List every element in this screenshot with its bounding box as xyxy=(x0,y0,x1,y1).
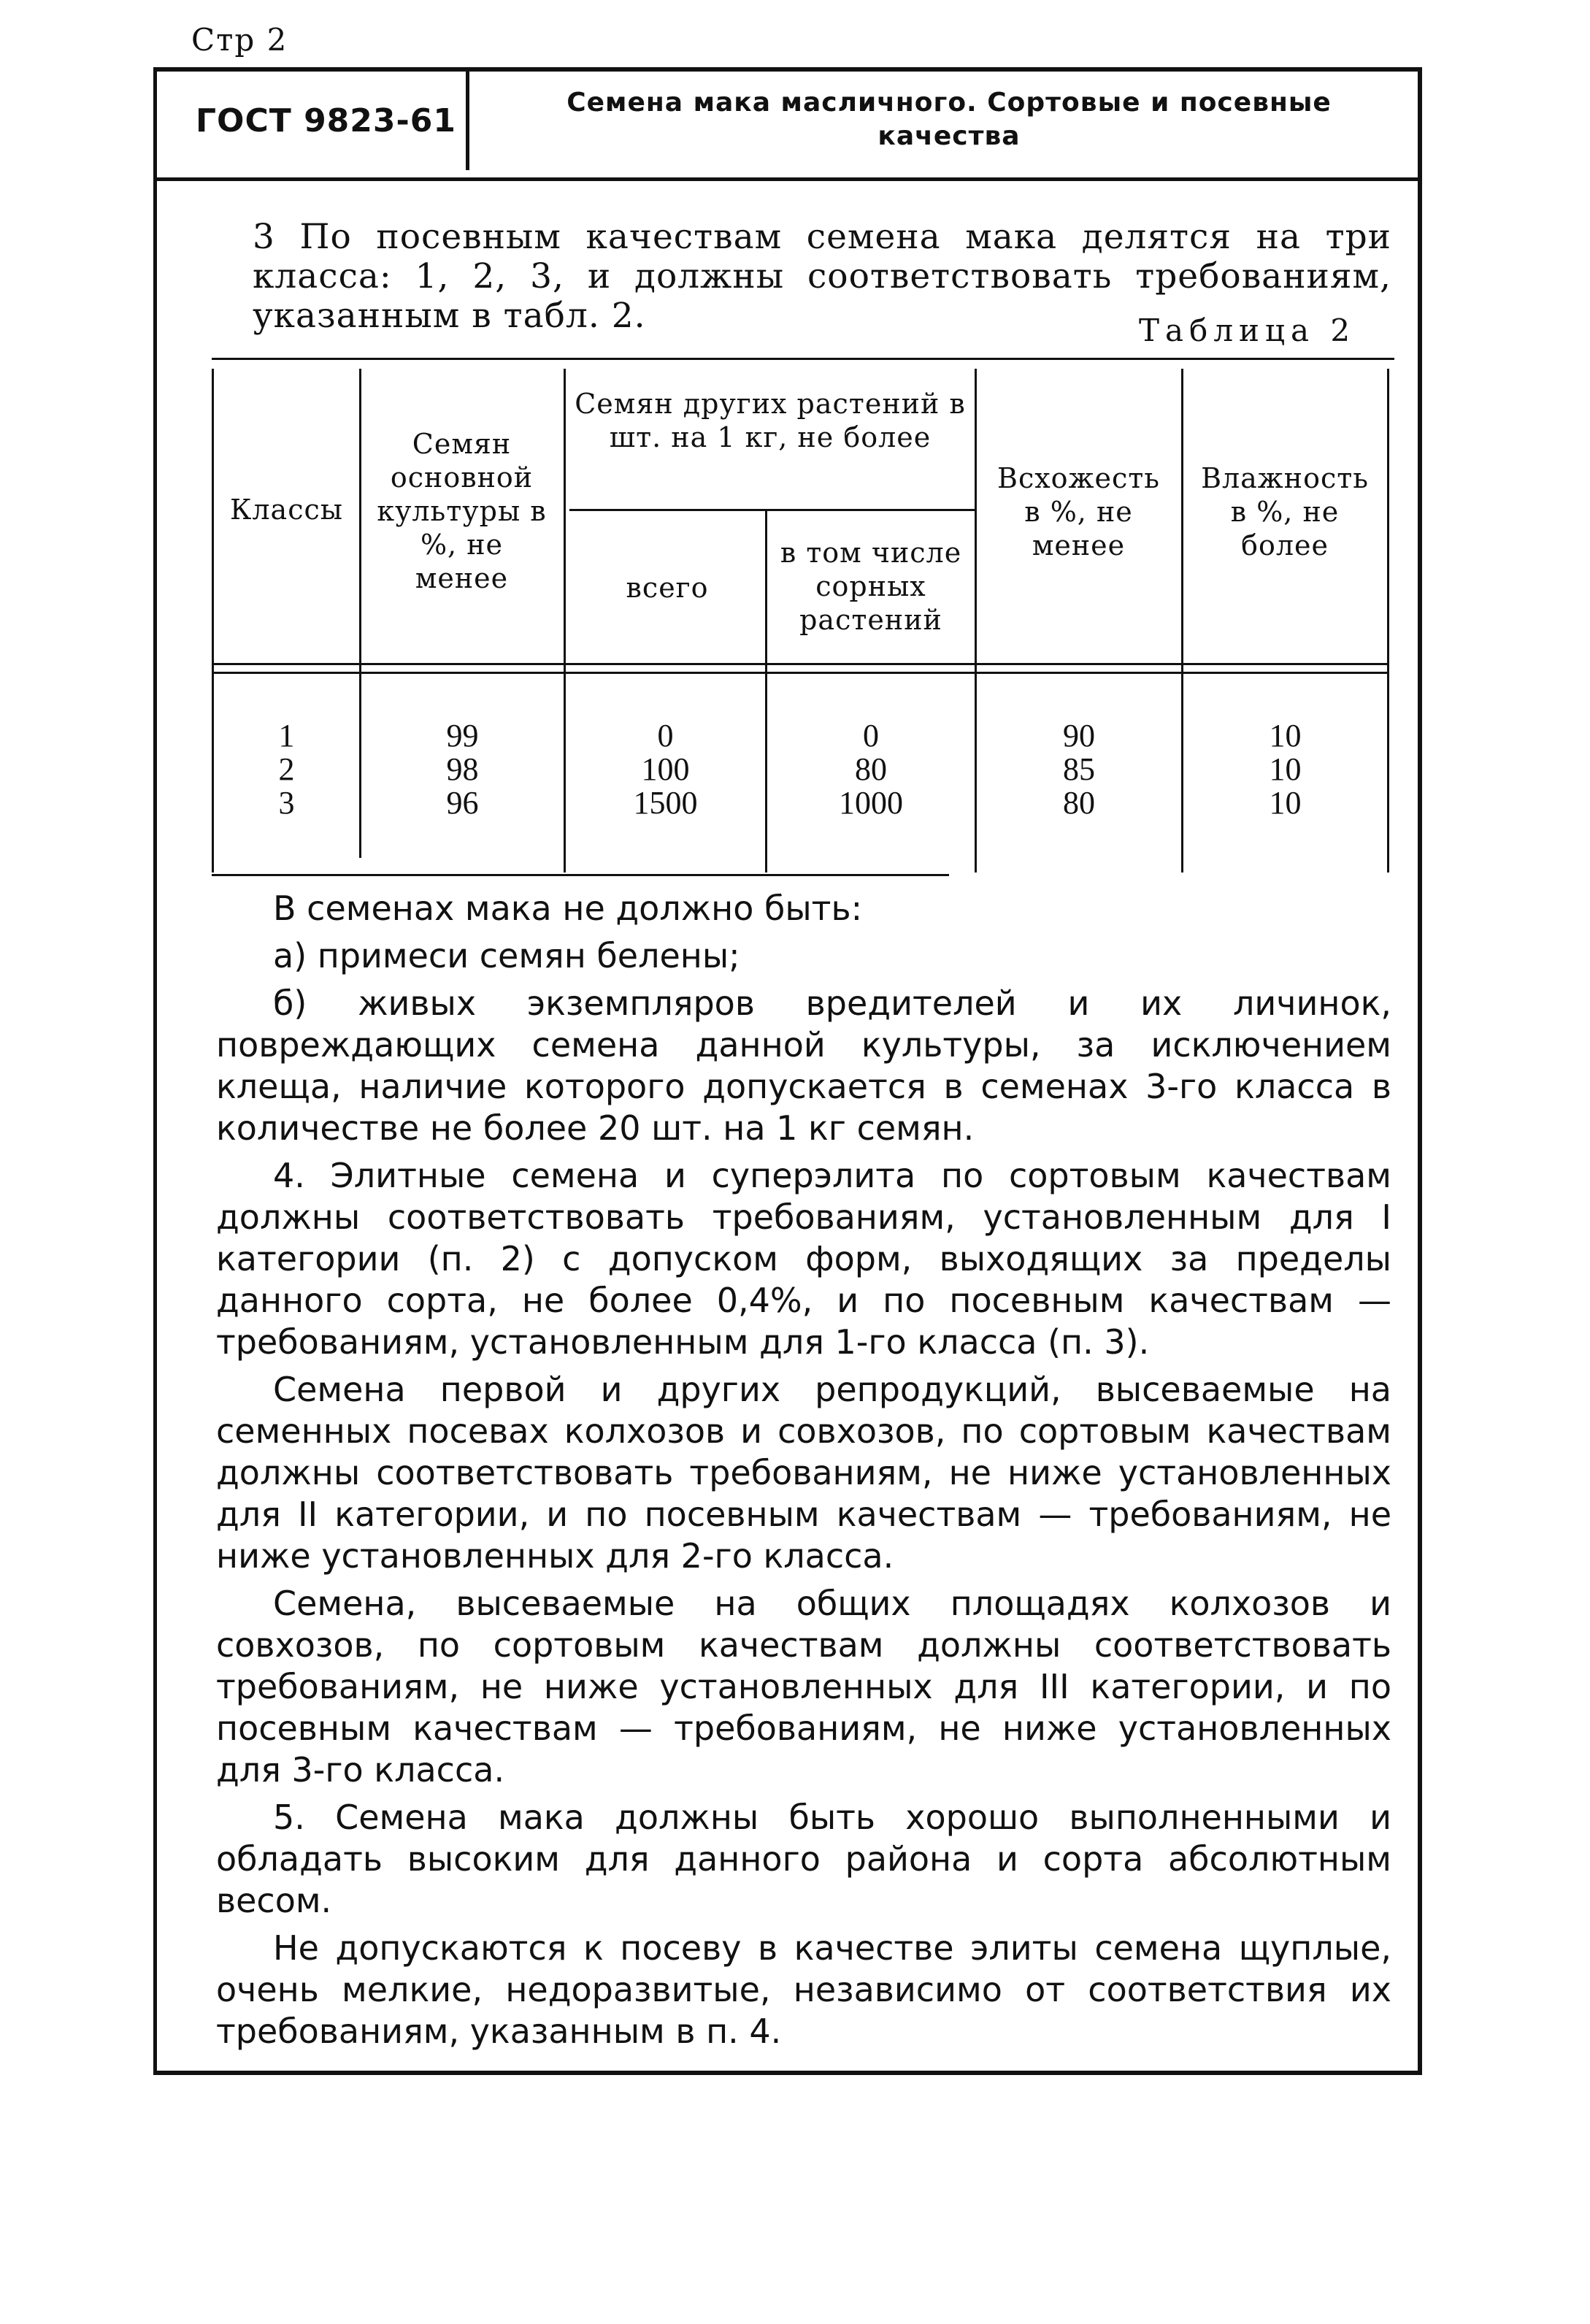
section-3-intro: 3 По посевным качествам семена мака делятся на три класса: 1, 2, 3, и должны соответствовать требованиям, указанным в табл. 2. xyxy=(253,217,1391,336)
table-vline xyxy=(1387,369,1389,873)
paragraph: В семенах мака не должно быть: xyxy=(273,889,863,928)
header-moisture: Влажность в %, не более xyxy=(1201,462,1369,561)
cell-main: 96 xyxy=(446,785,479,821)
cell-total: 0 xyxy=(657,718,674,753)
header-main-crop: Семян основной культуры в %, не менее xyxy=(377,428,547,594)
header-bottom-rule xyxy=(153,177,1422,181)
cell-main: 98 xyxy=(446,751,479,787)
cell-weeds: 0 xyxy=(863,718,879,753)
header-other-total: всего xyxy=(626,572,709,604)
paragraph: а) примеси семян белены; xyxy=(273,936,740,975)
frame-bottom-rule xyxy=(153,2071,1422,2075)
gost-code: ГОСТ 9823-61 xyxy=(196,102,457,139)
cell-class: 2 xyxy=(278,751,295,787)
table-header-rule xyxy=(212,663,1387,665)
header-top-rule xyxy=(153,67,1422,72)
cell-main: 99 xyxy=(446,718,479,753)
cell-class: 1 xyxy=(278,718,295,753)
cell-weeds: 80 xyxy=(855,751,887,787)
paragraph: Не допускаются к посеву в качестве элиты семена щуплые, очень мелкие, недоразвитые, независимо от соответствия их требованиям, указанным в п. 4. xyxy=(216,1928,1391,2051)
document-title: Семена мака масличного. Сортовые и посевные качества xyxy=(567,88,1332,151)
cell-germ: 80 xyxy=(1063,785,1095,821)
paragraph: Семена первой и других репродукций, высеваемые на семенных посевах колхозов и совхозов, по сортовым качествам должны соответствовать требованиям, не ниже установленных для II категории, и по посевным качествам — требованиям, не ниже установленных для 2-го класса. xyxy=(216,1370,1391,1576)
table-caption: Таблица 2 xyxy=(1139,312,1356,348)
cell-moist: 10 xyxy=(1269,751,1302,787)
paragraph: б) живых экземпляров вредителей и их личинок, повреждающих семена данной культуры, за исключением клеща, наличие которого допускается в семенах 3-го класса в количестве не более 20 шт. на 1 кг семян. xyxy=(216,983,1391,1148)
header-germination: Всхожесть в %, не менее xyxy=(997,462,1160,561)
header-other-weeds: в том числе сорных растений xyxy=(780,537,962,636)
header-separator xyxy=(466,72,469,170)
cell-class: 3 xyxy=(278,785,295,821)
paragraph: 5. Семена мака должны быть хорошо выполненными и обладать высоким для данного района и сорта абсолютным весом. xyxy=(216,1798,1391,1920)
table-bottom-rule xyxy=(212,874,949,876)
cell-moist: 10 xyxy=(1269,785,1302,821)
cell-germ: 85 xyxy=(1063,751,1095,787)
cell-total: 1500 xyxy=(633,785,698,821)
table-header-rule xyxy=(212,672,1387,674)
header-other-plants: Семян других растений в шт. на 1 кг, не более xyxy=(575,388,966,453)
cell-moist: 10 xyxy=(1269,718,1302,753)
cell-germ: 90 xyxy=(1063,718,1095,753)
table-top-rule xyxy=(212,358,1394,360)
cell-total: 100 xyxy=(641,751,690,787)
body-text xyxy=(216,888,1391,2058)
paragraph: 4. Элитные семена и суперэлита по сортовым качествам должны соответствовать требованиям, установленным для I категории (п. 2) с допуском форм, выходящих за пределы данного сорта, не более 0,4%, и по посевным качествам — требованиям, установленным для 1-го класса (п. 3). xyxy=(216,1156,1391,1362)
cell-weeds: 1000 xyxy=(839,785,903,821)
table-subheader-rule xyxy=(569,509,975,511)
header-classes: Классы xyxy=(229,494,343,526)
page-number: Стр 2 xyxy=(191,22,288,58)
paragraph: Семена, высеваемые на общих площадях колхозов и совхозов, по сортовым качествам должны соответствовать требованиям, не ниже установленных для III категории, и по посевным качествам — требованиям, не ниже установленных для 3-го класса. xyxy=(216,1584,1391,1790)
